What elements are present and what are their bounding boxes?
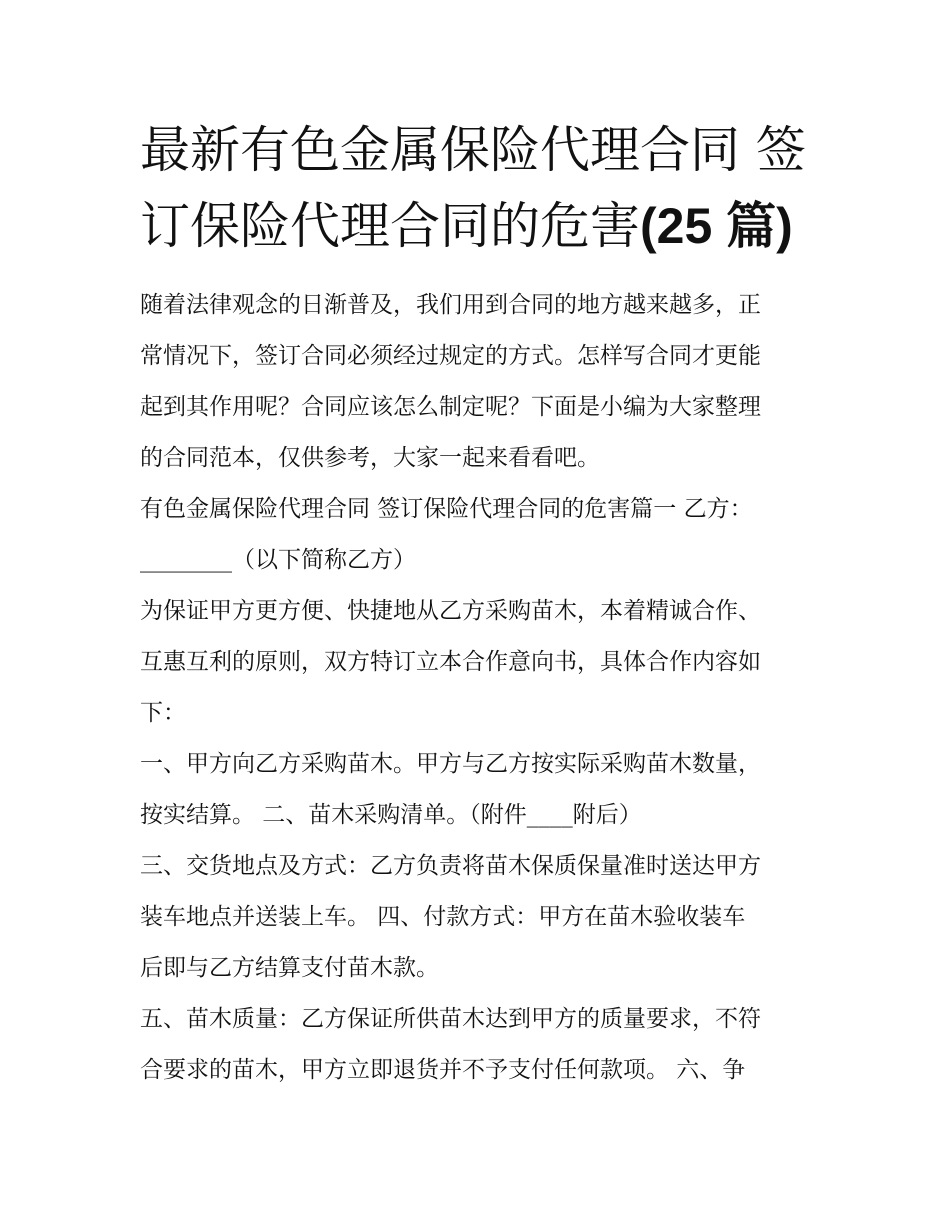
paragraph-section-heading bbox=[140, 484, 830, 586]
title-line-2 bbox=[140, 188, 830, 264]
text-line: 三、交货地点及方式：乙方负责将苗木保质保量准时送达甲方 bbox=[140, 853, 761, 879]
text-line: 随着法律观念的日渐普及，我们用到合同的地方越来越多，正 bbox=[140, 292, 761, 318]
paragraph-purpose bbox=[140, 586, 830, 739]
text-line: 常情况下，签订合同必须经过规定的方式。怎样写合同才更能 bbox=[140, 343, 761, 369]
text-line: 五、苗木质量：乙方保证所供苗木达到甲方的质量要求，不符 bbox=[140, 1006, 761, 1032]
text-line: 的合同范本，仅供参考，大家一起来看看吧。 bbox=[140, 445, 600, 471]
paragraph-intro bbox=[140, 280, 830, 484]
text-line: 起到其作用呢？合同应该怎么制定呢？下面是小编为大家整理 bbox=[140, 394, 761, 420]
text-line: 有色金属保险代理合同 签订保险代理合同的危害篇一 乙方： bbox=[140, 496, 753, 522]
document-title bbox=[140, 112, 830, 264]
text-line: 一、甲方向乙方采购苗木。甲方与乙方按实际采购苗木数量， bbox=[140, 751, 761, 777]
text-line: 为保证甲方更方便、快捷地从乙方采购苗木，本着精诚合作、 bbox=[140, 598, 761, 624]
document-body bbox=[140, 280, 830, 1096]
text-line: 后即与乙方结算支付苗木款。 bbox=[140, 955, 439, 981]
text-line: 互惠互利的原则，双方特订立本合作意向书，具体合作内容如 bbox=[140, 649, 761, 675]
paragraph-clause-5-6 bbox=[140, 994, 830, 1096]
text-line: ________（以下简称乙方） bbox=[140, 547, 416, 573]
text-line: 下： bbox=[140, 700, 186, 726]
paragraph-clause-3-4 bbox=[140, 841, 830, 994]
paragraph-clause-1-2 bbox=[140, 739, 830, 841]
text-line: 合要求的苗木，甲方立即退货并不予支付任何款项。 六、争 bbox=[140, 1057, 746, 1083]
text-line: 按实结算。 二、苗木采购清单。（附件____附后） bbox=[140, 802, 642, 828]
text-line: 装车地点并送装上车。 四、付款方式：甲方在苗木验收装车 bbox=[140, 904, 746, 930]
title-count: (25 篇) bbox=[640, 198, 793, 254]
title-line-2-text: 订保险代理合同的危害 bbox=[140, 197, 640, 255]
title-line-1: 最新有色金属保险代理合同 签 bbox=[140, 121, 806, 179]
